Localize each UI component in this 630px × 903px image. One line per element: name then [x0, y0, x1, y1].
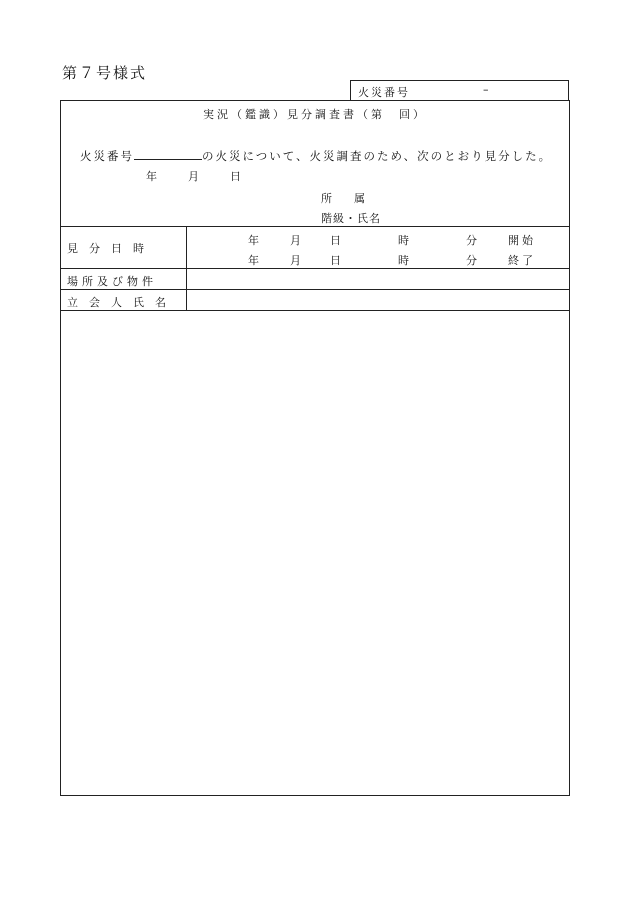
end-year: 年	[248, 254, 259, 267]
start-hour: 時	[398, 234, 409, 247]
affiliation-label: 所 属	[321, 192, 365, 205]
header-divider	[60, 226, 570, 227]
end-label: 終了	[508, 254, 536, 267]
sentence-prefix: 火災番号	[80, 149, 134, 163]
date-month: 月	[188, 170, 199, 183]
fire-number-dash: –	[483, 83, 489, 96]
end-hour: 時	[398, 254, 409, 267]
start-minute: 分	[466, 234, 477, 247]
end-minute: 分	[466, 254, 477, 267]
document-title: 実況（鑑識）見分調査書（第 回）	[203, 108, 427, 121]
end-month: 月	[290, 254, 301, 267]
fire-number-label: 火災番号	[358, 86, 410, 99]
fire-number-blank[interactable]	[134, 149, 202, 160]
inspection-datetime-label: 見 分 日 時	[67, 242, 144, 255]
date-year: 年	[146, 170, 157, 183]
end-day: 日	[330, 254, 341, 267]
date-day: 日	[230, 170, 241, 183]
location-input[interactable]	[187, 269, 569, 289]
witness-input[interactable]	[187, 290, 569, 310]
fire-number-box	[350, 80, 569, 100]
witness-label: 立 会 人 氏 名	[67, 296, 166, 309]
sentence-suffix: の火災について、火災調査のため、次のとおり見分した。	[202, 149, 553, 163]
start-label: 開始	[508, 234, 536, 247]
start-day: 日	[330, 234, 341, 247]
start-year: 年	[248, 234, 259, 247]
location-label: 場所及び物件	[67, 275, 157, 288]
rank-name-label: 階級・氏名	[321, 212, 381, 225]
start-month: 月	[290, 234, 301, 247]
opening-sentence	[80, 148, 552, 164]
form-number-label: 第７号様式	[62, 64, 148, 82]
report-body-area[interactable]	[61, 311, 569, 795]
